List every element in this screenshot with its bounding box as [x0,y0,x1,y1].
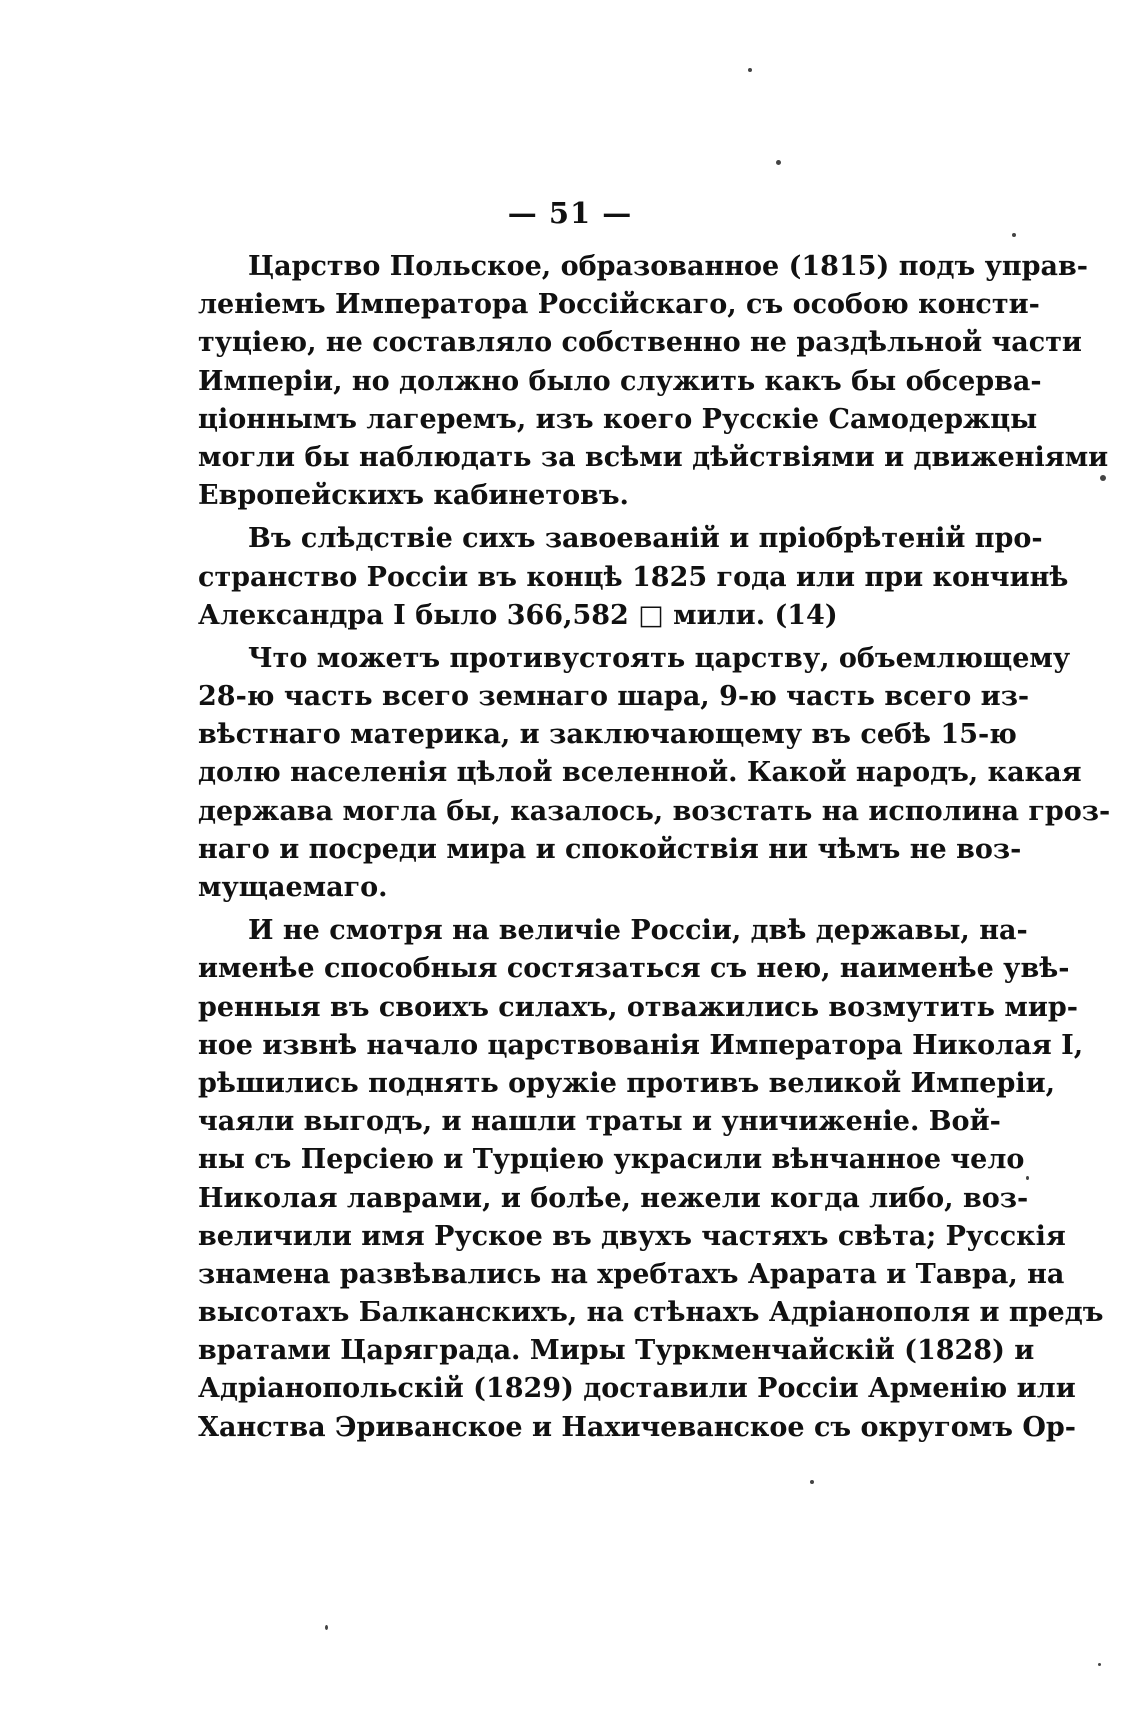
text-line: могли бы наблюдать за всѣми дѣйствіями и движеніями [198,441,1109,473]
text-line: Александра I было 366,582 □ мили. (14) [198,599,838,631]
text-line: 28-ю часть всего земнаго шара, 9-ю часть всего из- [198,681,1030,713]
body-text [198,248,1111,1447]
text-line: Ханства Эриванское и Нахичеванское съ округомъ Ор- [198,1411,1076,1443]
text-line: туціею, не составляло собственно не раздѣльной части [198,327,1082,359]
text-line: Европейскихъ кабинетовъ. [198,480,629,512]
text-line: ное извнѣ начало царствованія Императора Николая I, [198,1029,1084,1061]
text-line: Царство Польское, образованное (1815) подъ управ- [248,251,1088,282]
text-line: чаяли выгодъ, и нашли траты и уничиженіе. Вой- [198,1106,1001,1138]
text-line: высотахъ Балканскихъ, на стѣнахъ Адріанополя и предъ [198,1297,1104,1329]
text-line: ренныя въ своихъ силахъ, отважились возмутить мир- [198,991,1078,1023]
text-line: Имперіи, но должно было служить какъ бы обсерва- [198,365,1042,397]
text-line: странство Россіи въ концѣ 1825 года или при кончинѣ [198,561,1069,593]
scan-speck [325,1625,328,1630]
text-line: знамена развѣвались на хребтахъ Арарата и Тавра, на [198,1258,1065,1290]
text-line: Что можетъ противустоять царству, объемлющему [248,642,1071,674]
text-line: ціоннымъ лагеремъ, изъ коего Русскіе Самодержцы [198,403,1038,435]
text-line: рѣшились поднять оружіе противъ великой Имперіи, [198,1067,1056,1099]
scan-speck [776,160,781,165]
scan-speck [748,68,752,72]
text-line: ны съ Персіею и Турціею украсили вѣнчанное чело [198,1144,1025,1176]
text-line: И не смотря на величіе Россіи, двѣ державы, на- [248,915,1028,947]
text-line: Въ слѣдствіе сихъ завоеваній и пріобрѣтеній про- [248,523,1043,555]
text-line: вѣстнаго материка, и заключающему въ себѣ 15-ю [198,719,1017,751]
text-line: Николая лаврами, и болѣе, нежели когда либо, воз- [198,1182,1029,1214]
page-number: — 51 — [507,196,633,230]
scan-speck [1098,1663,1101,1666]
scan-speck [810,1480,814,1484]
text-line: мущаемаго. [198,872,388,903]
scan-speck [1100,475,1106,481]
scan-speck [1012,233,1016,237]
text-line: долю населенія цѣлой вселенной. Какой народъ, какая [198,757,1082,789]
text-line: леніемъ Императора Россійскаго, съ особою консти- [198,289,1040,321]
text-line: величили имя Руское въ двухъ частяхъ свѣта; Русскія [198,1220,1066,1252]
text-line: вратами Царяграда. Миры Туркменчайскій (1828) и [198,1335,1035,1367]
text-line: держава могла бы, казалось, возстать на исполина грoз- [198,795,1111,827]
text-line: наго и посреди мира и спокойствія ни чѣмъ не воз- [198,833,1022,865]
text-line: именѣе способныя состязаться съ нею, наименѣе увѣ- [198,953,1070,985]
scan-speck [1026,1176,1029,1180]
text-line: Адріанопольскій (1829) доставили Россіи Арменію или [198,1373,1076,1405]
